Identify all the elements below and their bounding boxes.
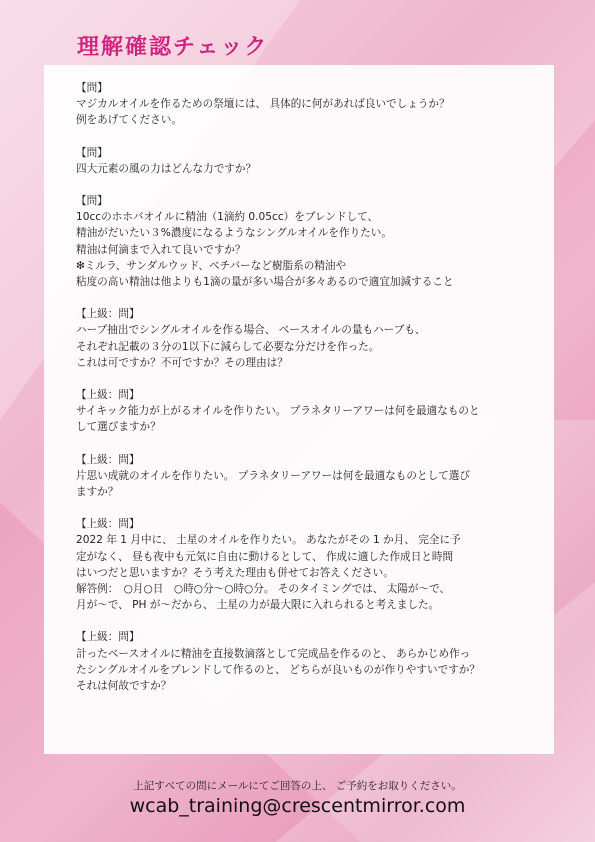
question-text-line: 解答例： ○月○日 ○時○分～○時○分。 そのタイミングでは、 太陽が～で、 [76, 583, 451, 596]
question-label: 【上級：問】 [76, 518, 140, 531]
question-text-line: これは可ですか？不可ですか？その理由は？ [76, 356, 288, 369]
question-block [76, 80, 528, 129]
question-label: 【上級：問】 [76, 308, 140, 321]
question-text-line: サイキック能力が上がるオイルを作りたい。 プラネタリーアワーは何を最適なものと [76, 405, 480, 418]
question-block [76, 629, 528, 694]
question-block [76, 145, 528, 177]
question-text-line: それは何故ですか？ [76, 680, 172, 693]
question-label: 【問】 [76, 82, 108, 94]
footer-note: 上記すべての問にメールにてご回答の上、 ご予約をお取りください。 [133, 780, 462, 792]
question-text-line: 2022 年 1 月中に、 土星のオイルを作りたい。 あなたがその 1 か月、 完全に予 [76, 534, 461, 547]
question-block [76, 516, 528, 613]
question-text-line: 定がなく、 昼も夜中も元気に自由に動けるとして、 作成に適した作成日と時間 [76, 550, 454, 563]
question-text-line: たシングルオイルをブレンドして作るのと、 どちらが良いものが作りやすいですか？ [76, 663, 480, 676]
question-text-line: 計ったベースオイルに精油を直接数滴落として完成品を作るのと、 あらかじめ作っ [76, 647, 471, 660]
question-text-line: 粘度の高い精油は他よりも1滴の量が多い場合が多々あるので適宜加減すること [76, 276, 454, 289]
question-label: 【上級：問】 [76, 631, 140, 644]
question-text-line: 例をあげてください。 [76, 114, 182, 127]
question-block [76, 193, 528, 290]
question-label: 【問】 [76, 146, 108, 159]
page-title: 理解確認チェック [77, 35, 269, 60]
question-block [76, 306, 528, 371]
question-text-line: 四大元素の風の力はどんな力ですか？ [76, 162, 257, 175]
question-text-line: 精油がだいたい３%濃度になるようなシングルオイルを作りたい。 [76, 227, 392, 240]
question-text-line: はいつだと思いますか？そう考えた理由も併せてお答えください。 [76, 566, 394, 579]
question-text-line: それぞれ記載の３分の1以下に減らして必要な分だけを作った。 [76, 340, 380, 353]
question-block [76, 387, 528, 436]
contact-email[interactable]: wcab_training@crescentmirror.com [129, 795, 466, 817]
question-text-line: 片思い成就のオイルを作りたい。 プラネタリーアワーは何を最適なものとして選び [76, 469, 470, 482]
question-text-line: マジカルオイルを作るための祭壇には、 具体的に何があれば良いでしょうか？ [76, 98, 450, 111]
question-list [76, 80, 528, 710]
question-text-line: ますか？ [76, 486, 119, 499]
question-text-line: ❇︎ミルラ、サンダルウッド、ベチバーなど樹脂系の精油や [76, 259, 347, 272]
question-text-line: して選びますか？ [76, 421, 161, 434]
question-label: 【問】 [76, 195, 108, 208]
question-label: 【上級：問】 [76, 389, 140, 402]
question-block [76, 452, 528, 501]
question-label: 【上級：問】 [76, 453, 140, 466]
question-text-line: 10ccのホホバオイルに精油（1滴約 0.05cc）をブレンドして、 [76, 211, 379, 224]
question-text-line: 月が～で、 PH が～だから、 土星の力が最大限に入れられると考えました。 [76, 599, 440, 612]
question-text-line: ハーブ抽出でシングルオイルを作る場合、 ベースオイルの量もハーブも、 [76, 324, 426, 337]
question-text-line: 精油は何滴まで入れて良いですか？ [76, 243, 246, 256]
